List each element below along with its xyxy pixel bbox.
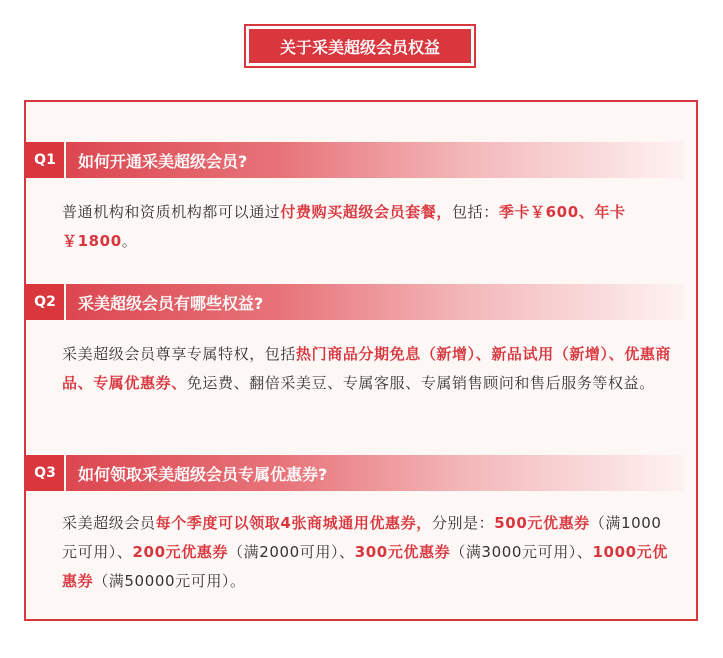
question-title-q1: 如何开通采美超级会员?	[66, 142, 684, 178]
answer-q1	[62, 198, 672, 256]
answer-q3-highlight-5: 1000元优惠券	[62, 543, 668, 590]
answer-q3-text-6: （满50000元可用）。	[93, 572, 246, 590]
answer-q3	[62, 509, 672, 596]
question-badge-q1: Q1	[26, 142, 64, 178]
title-box	[244, 24, 476, 68]
answer-q3-highlight-2: 500元优惠券	[494, 514, 590, 532]
page-title: 关于采美超级会员权益	[249, 29, 471, 63]
answer-q2-highlight-1: 热门商品分期免息（新增）、新品试用（新增）、优惠商品、专属优惠券、	[62, 345, 672, 392]
answer-q3-highlight-1: 每个季度可以领取4张商城通用优惠券，	[155, 514, 432, 532]
answer-q3-text-5: （满3000元可用）、	[450, 543, 593, 561]
answer-q3-text-2: 分别是：	[431, 514, 495, 532]
question-bar-q3	[26, 455, 684, 491]
answer-q1-highlight-2: 季卡￥600、年卡￥1800	[62, 203, 626, 250]
question-badge-q2: Q2	[26, 284, 64, 320]
answer-q3-highlight-3: 200元优惠券	[132, 543, 229, 561]
answer-q1-highlight-1: 付费购买超级会员套餐，	[280, 203, 453, 221]
answer-q2	[62, 340, 672, 398]
question-bar-q2	[26, 284, 684, 320]
answer-q2-text-2: 免运费、翻倍采美豆、专属客服、专属销售顾问和售后服务等权益。	[186, 374, 655, 392]
faq-panel	[24, 100, 698, 621]
answer-q1-text-3: 。	[121, 232, 138, 250]
answer-q3-text-4: （满2000可用）、	[228, 543, 355, 561]
question-bar-q1	[26, 142, 684, 178]
question-title-q3: 如何领取采美超级会员专属优惠券?	[66, 455, 684, 491]
question-title-q2: 采美超级会员有哪些权益?	[66, 284, 684, 320]
answer-q1-text-2: 包括：	[452, 203, 499, 221]
answer-q3-text-3: （满1000元可用）、	[62, 514, 662, 561]
answer-q2-text-1: 采美超级会员尊享专属特权，包括	[62, 345, 297, 363]
question-badge-q3: Q3	[26, 455, 64, 491]
answer-q1-text-1: 普通机构和资质机构都可以通过	[62, 203, 281, 221]
answer-q3-text-1: 采美超级会员	[62, 514, 156, 532]
answer-q3-highlight-4: 300元优惠券	[354, 543, 451, 561]
